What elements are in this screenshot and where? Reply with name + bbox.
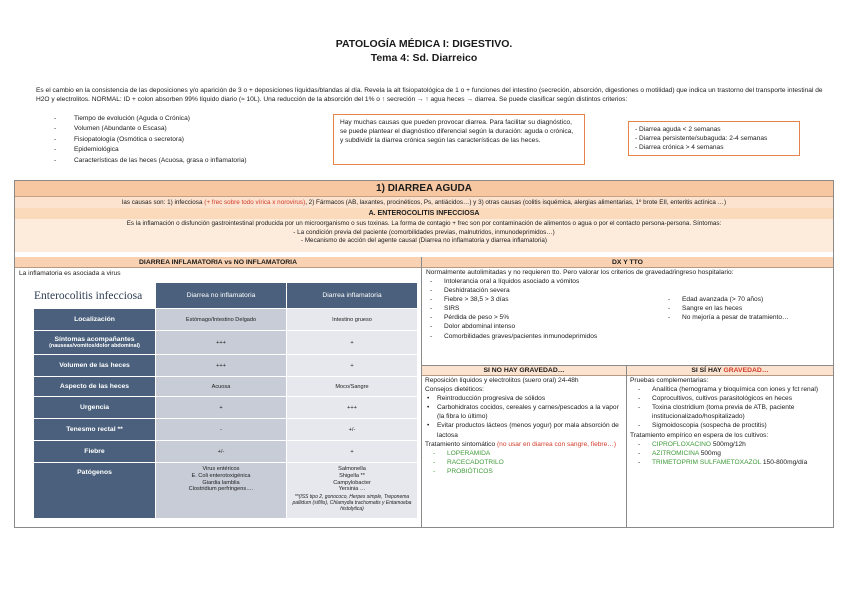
dx-criteria-left — [422, 277, 670, 341]
pathogen-item: Clostridium perfringens…. — [188, 486, 254, 493]
duration-line: - Diarrea aguda < 2 semanas — [635, 126, 721, 133]
drug-dose: 150-800mg/día — [761, 458, 808, 466]
no-severity-header: SI NO HAY GRAVEDAD… — [422, 366, 626, 376]
dx-criterion: - No mejoría a pesar de tratamiento… — [660, 313, 832, 322]
causes-text-red: (+ frec sobre todo vírica x norovirus) — [204, 199, 306, 206]
severity-header — [627, 366, 833, 376]
dx-criterion: - Edad avanzada (> 70 años) — [660, 295, 832, 304]
dx-column — [422, 257, 833, 527]
comparison-note: La inflamatoria es asociada a virus — [19, 270, 121, 277]
pathogen-item: Shigella ** — [339, 472, 365, 479]
section-title: 1) DIARREA AGUDA — [15, 181, 833, 197]
test-item: - Coprocultivos, cultivos parasitológicos en heces — [630, 394, 830, 403]
criteria-item: - Volumen (Abundante o Escasa) — [40, 124, 247, 134]
drug-item: - PROBIÓTICOS — [425, 467, 623, 476]
row-label: Patógenos — [34, 463, 156, 519]
dx-criterion: - Pérdida de peso > 5% — [422, 313, 670, 322]
drug-name: TRIMETOPRIM SULFAMETOXAZOL — [652, 458, 762, 466]
acute-diarrhea-panel — [14, 180, 834, 528]
enterocolitis-line: - Mecanismo de acción del agente causal (Diarrea no inflamatoria y diarrea inflamatoria) — [300, 237, 548, 245]
drug-name: CIPROFLOXACINO — [652, 440, 711, 448]
criteria-item: - Epidemiológica — [40, 145, 247, 155]
severity-line: Pruebas complementarias: — [630, 377, 709, 384]
comparison-header: DIARREA INFLAMATORIA vs NO INFLAMATORIA — [15, 257, 421, 268]
causes-text-a: las causas son: 1) infecciosa — [121, 199, 205, 206]
cell-pathogens-no-inflam — [156, 463, 287, 519]
comparison-table — [33, 282, 418, 519]
severity-body — [627, 376, 833, 467]
no-severity-line: Consejos dietéticos: — [425, 386, 485, 394]
causes-line — [15, 197, 833, 208]
criteria-item: - Características de las heces (Acuosa, grasa o inflamatoria) — [40, 156, 247, 166]
pathogen-note: **(ISS tipo 2, gonococo, Herpes simple, Treponema pallidum (sífilis), Chlamydia trachomatis y Entamoeba histolytica) — [292, 494, 412, 513]
row-label: Volumen de las heces — [34, 355, 156, 377]
test-item: - Sigmoidoscopia (sospecha de proctitis) — [630, 421, 830, 430]
diet-item: • Carbohidratos cocidos, cereales y carnes/pescados a la vapor (la fibra lo último) — [425, 403, 623, 421]
cell-no-inflam: Acuosa — [156, 377, 287, 397]
diet-item: • Reintroducción progresiva de sólidos — [425, 394, 623, 403]
col-header-inflam: Diarrea inflamatoria — [287, 283, 418, 309]
cell-inflam: + — [287, 441, 418, 463]
row-label: Urgencia — [34, 397, 156, 419]
dx-criterion: - Fiebre > 38,5 > 3 días — [422, 295, 670, 304]
criteria-item: - Fisiopatología (Osmótica o secretora) — [40, 135, 247, 145]
enterocolitis-title: A. ENTEROCOLITIS INFECCIOSA — [15, 208, 833, 219]
symptomatic-warning: (no usar en diarrea con sangre, fiebre…) — [496, 440, 617, 448]
pathogen-item: Salmonella — [338, 466, 366, 472]
severity-header-red: GRAVEDAD… — [723, 367, 769, 374]
drug-item — [630, 449, 830, 458]
intro-text: Es el cambio en la consistencia de las deposiciones y/o aparición de 3 o + deposiciones líquidas/blandas al día. Revela la alt fisiopatológica de 1 o + funciones del intestino (secreción, absorción, digestiones o motilidad) que indica un trastorno del transporte intestinal de H2O y electrolitos. NORMAL: ID + colon absorben 99% líquido diario (≈ 10L). Una reducción de la absorción del 1% o ↑ secreción → ↑ agua heces → diarrea. Se puede clasificar según distintos criterios: — [36, 87, 823, 103]
pathogen-item: Virus entéricos — [202, 466, 240, 472]
test-item: - Toxina clostridium (toma previa de ATB, paciente institucionalizado/hospitalizado) — [630, 403, 830, 421]
row-sublabel: (nauseas/vomitos/dolor abdominal) — [49, 343, 140, 349]
note-box — [333, 114, 585, 165]
criteria-item: - Tiempo de evolución (Aguda o Crónica) — [40, 114, 247, 124]
no-severity-body — [422, 376, 626, 476]
symptomatic-text: Tratamiento sintomático — [425, 440, 497, 448]
causes-text-b: , 2) Fármacos (AB, laxantes, procinéticos, Ps, antiácidos…) y 3) otras causas (colitis isquémica, alergias alimentarias, 1º brote EII, enteritis actínica …) — [305, 199, 727, 206]
pathogen-item: E. Coli enterotoxigénica — [191, 472, 251, 479]
pathogen-item: Campylobacter — [333, 479, 371, 486]
cell-no-inflam: +++ — [156, 331, 287, 355]
drug-dose: 500mg — [698, 449, 721, 457]
cell-inflam: Moco/Sangre — [287, 377, 418, 397]
row-label: Aspecto de las heces — [34, 377, 156, 397]
page-subtitle: Tema 4: Sd. Diarreico — [370, 52, 478, 64]
cell-no-inflam: +/- — [156, 441, 287, 463]
page-title: PATOLOGÍA MÉDICA I: DIGESTIVO. — [335, 38, 513, 50]
pathogen-item: Yersinia … — [338, 486, 366, 493]
no-severity-box — [422, 365, 627, 527]
drug-item — [630, 458, 830, 467]
drug-dose: 500mg/12h — [711, 440, 746, 448]
criteria-list — [40, 114, 247, 166]
dx-criterion: - SIRS — [422, 304, 670, 313]
duration-line: - Diarrea persistente/subaguda: 2-4 semanas — [635, 135, 768, 143]
drug-item: - RACECADOTRILO — [425, 458, 623, 467]
dx-criterion: - Intolerancia oral a líquidos asociado a vómitos — [422, 277, 670, 286]
table-title-cell — [34, 283, 156, 309]
diet-item: • Evitar productos lácteos (menos yogur) por mala absorción de lactosa — [425, 421, 623, 439]
cell-inflam: +++ — [287, 397, 418, 419]
drug-item — [630, 440, 830, 449]
enterocolitis-line: - La condición previa del paciente (comorbilidades previas, malnutridos, inmunodeprimidos…) — [293, 228, 555, 236]
col-header-no-inflam: Diarrea no inflamatoria — [156, 283, 287, 309]
row-label-cell — [34, 331, 156, 355]
cell-inflam: Intestino grueso — [287, 309, 418, 331]
dx-header: DX Y TTO — [422, 257, 833, 268]
severity-line: Tratamiento empírico en espera de los cultivos: — [630, 431, 769, 439]
symptomatic-line — [425, 440, 623, 449]
no-severity-line: Reposición líquidos y electrolitos (suero oral) 24-48h — [425, 377, 579, 384]
cell-no-inflam: +++ — [156, 355, 287, 377]
cell-inflam: + — [287, 355, 418, 377]
dx-criterion: - Sangre en las heces — [660, 304, 832, 313]
pathogen-item: Giardia lamblia — [202, 479, 240, 486]
severity-header-text: SI SÍ HAY — [691, 367, 724, 374]
row-label: Síntomas acompañantes — [54, 336, 135, 343]
dx-criterion: - Deshidratación severa — [422, 286, 670, 295]
dx-intro: Normalmente autolimitadas y no requieren tto. Pero valorar los criterios de gravedad/ingreso hospitalario: — [426, 269, 734, 276]
dx-criteria-right — [660, 295, 832, 322]
cell-no-inflam: Estómago/Intestino Delgado — [156, 309, 287, 331]
dx-criterion: - Dolor abdominal intenso — [422, 322, 670, 331]
enterocolitis-body — [15, 219, 833, 252]
cell-no-inflam: - — [156, 419, 287, 441]
drug-name: AZITROMICINA — [652, 449, 699, 457]
dx-criterion: - Comorbilidades graves/pacientes inmunodeprimidos — [422, 332, 670, 341]
row-label: Tenesmo rectal ** — [34, 419, 156, 441]
enterocolitis-line: Es la inflamación o disfunción gastrointestinal producida por un microorganismo o sus toxinas. La forma de contagio + frec son por contaminación de alimentos o agua o por el contacto persona-persona. Síntomas: — [126, 220, 722, 227]
drug-item: - LOPERAMIDA — [425, 449, 623, 458]
table-title: Enterocolitis infecciosa — [34, 289, 143, 302]
cell-inflam: +/- — [287, 419, 418, 441]
note-box-text: Hay muchas causas que pueden provocar diarrea. Para facilitar su diagnóstico, se puede plantear el diagnóstico diferencial según la duración: aguda o crónica, y subdividir la diarrea crónica según las características de las heces. — [340, 119, 574, 145]
cell-no-inflam: + — [156, 397, 287, 419]
duration-box — [628, 121, 800, 156]
severity-box — [627, 365, 833, 527]
duration-line: - Diarrea crónica > 4 semanas — [635, 144, 724, 152]
cell-inflam: + — [287, 331, 418, 355]
comparison-column — [15, 257, 422, 527]
row-label: Localización — [34, 309, 156, 331]
test-item: - Analítica (hemograma y bioquímica con iones y fct renal) — [630, 385, 830, 394]
row-label: Fiebre — [34, 441, 156, 463]
cell-pathogens-inflam — [287, 463, 418, 519]
